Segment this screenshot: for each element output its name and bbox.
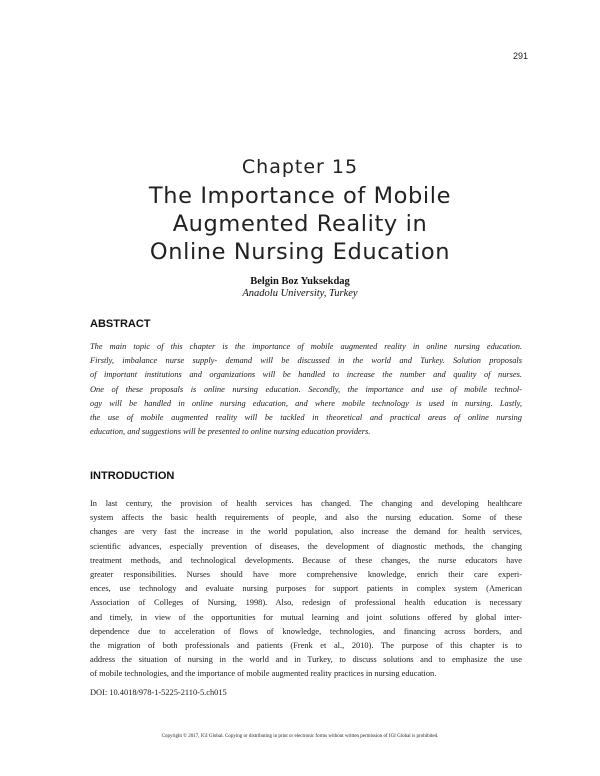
- introduction-line: dependence due to acceleration of flows of knowledge, technologies, and financing across borders, and: [90, 626, 522, 636]
- abstract-heading: ABSTRACT: [90, 318, 151, 330]
- abstract-line: the use of mobile augmented reality will be tackled in theoretical and practical areas of online nursing: [90, 413, 522, 423]
- abstract-line: Firstly, imbalance nurse supply- demand will be discussed in the world and Turkey. Solution proposals: [90, 356, 522, 366]
- introduction-heading: INTRODUCTION: [90, 470, 175, 482]
- copyright-notice: Copyright © 2017, IGI Global. Copying or distributing in print or electronic forms without written permission of IGI Global is prohibited.: [161, 734, 439, 739]
- chapter-label: Chapter 15: [241, 156, 359, 178]
- introduction-body: [90, 497, 522, 682]
- introduction-line: and timely, in view of the opportunities for mutual learning and joint solutions offered by global inter-: [90, 612, 522, 622]
- introduction-line: address the situation of nursing in the world and in Turkey, to discuss solutions and to emphasize the use: [90, 655, 522, 665]
- chapter-title: [0, 182, 600, 266]
- introduction-line: system affects the basic health requirements of people, and also the nursing education. Some of these: [90, 513, 522, 523]
- introduction-line: In last century, the provision of health services has changed. The changing and developing healthcare: [90, 499, 522, 508]
- author-name: Belgin Boz Yuksekdag: [250, 276, 350, 287]
- page-number: 291: [512, 51, 528, 61]
- abstract-line: education, and suggestions will be presented to online nursing education providers.: [90, 427, 371, 437]
- introduction-line: changes are very fast the increase in the world population, also increase the demand for health services,: [90, 527, 522, 537]
- chapter-title-line: Online Nursing Education: [149, 239, 451, 265]
- abstract-line: One of these proposals is online nursing education. Secondly, the importance and use of mobile technol-: [90, 384, 522, 394]
- introduction-line: of mobile technologies, and the importance of mobile augmented reality practices in nursing education.: [90, 669, 437, 679]
- introduction-line: the migration of both professionals and patients (Frenk et al., 2010). The purpose of this chapter is to: [90, 641, 522, 651]
- abstract-line: ogy will be handled in online nursing education, and where mobile technology is used in nursing. Lastly,: [90, 398, 522, 408]
- introduction-line: scientific advances, especially prevention of diseases, the development of diagnostic methods, the changing: [90, 541, 522, 551]
- doi: DOI: 10.4018/978-1-5225-2110-5.ch015: [90, 688, 227, 697]
- introduction-line: treatment methods, and technological developments. Because of these changes, the nurse educators have: [90, 555, 522, 565]
- abstract-body: [90, 340, 522, 439]
- abstract-line: The main topic of this chapter is the importance of mobile augmented reality in online nursing education.: [90, 342, 522, 351]
- introduction-line: greater responsibilities. Nurses should have more comprehensive knowledge, enrich their care experi-: [90, 570, 522, 580]
- chapter-title-line: Augmented Reality in: [172, 211, 428, 237]
- introduction-line: ences, use technology and evaluate nursing purposes for support patients in complex system (American: [90, 584, 522, 594]
- introduction-line: Association of Colleges of Nursing, 1998). Also, redesign of professional health education is necessary: [90, 598, 522, 608]
- abstract-line: of important institutions and organizations will be handled to increase the number and quality of nurses.: [90, 370, 522, 380]
- author-affiliation: Anadolu University, Turkey: [242, 288, 358, 299]
- chapter-title-line: The Importance of Mobile: [148, 183, 452, 209]
